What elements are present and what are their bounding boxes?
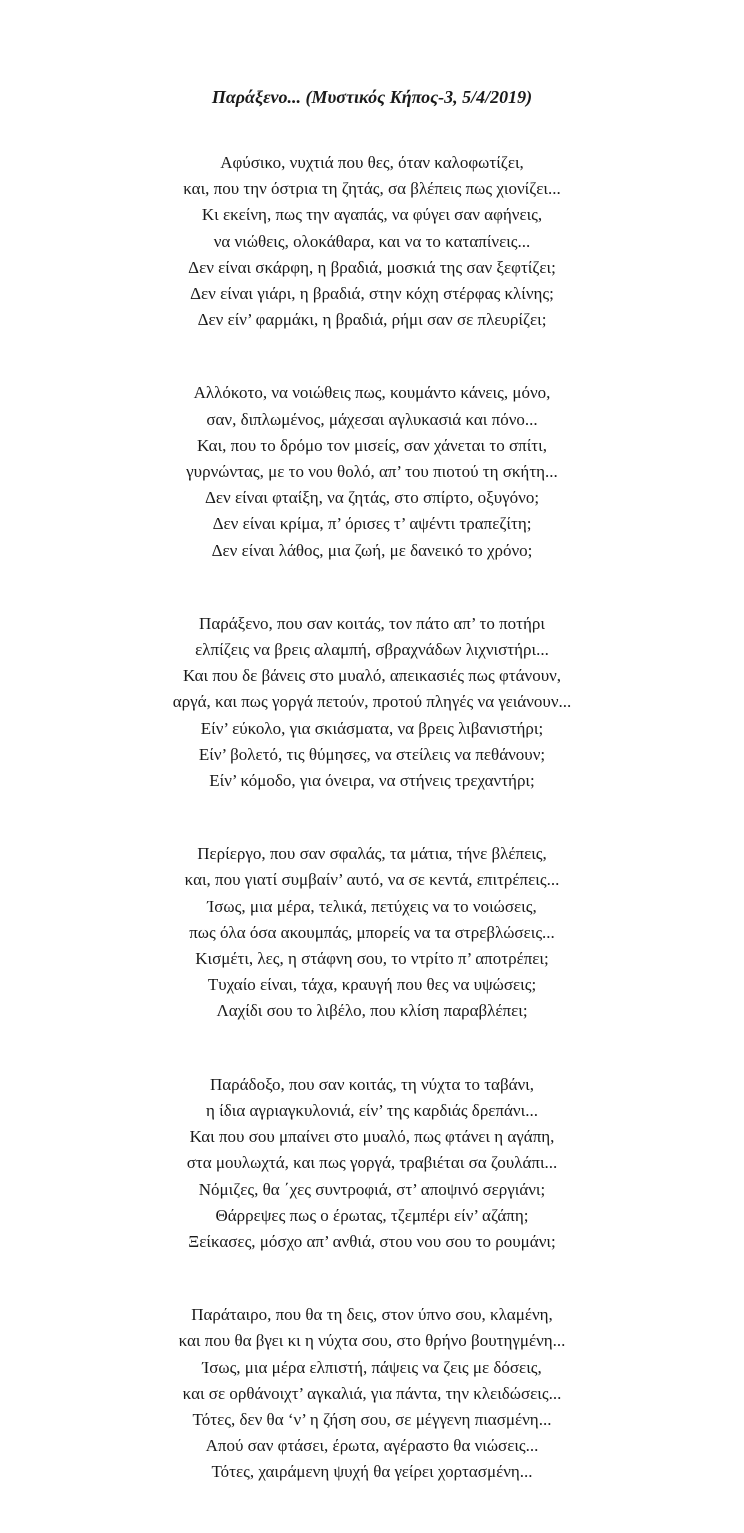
verse-line: Δεν είν’ φαρμάκι, η βραδιά, ρήμι σαν σε πλευρίζει;	[197, 310, 547, 330]
verse-line: Απού σαν φτάσει, έρωτα, αγέραστο θα νιώσεις...	[205, 1436, 539, 1456]
verse-line: Κισμέτι, λες, η στάφνη σου, το ντρίτο π’ αποτρέπει;	[195, 949, 549, 969]
poem-body	[0, 150, 744, 1533]
verse-line: Παράταιρο, που θα τη δεις, στον ύπνο σου, κλαμένη,	[191, 1305, 553, 1325]
verse-line: Τυχαίο είναι, τάχα, κραυγή που θες να υψώσεις;	[207, 975, 537, 995]
verse-line: Δεν είναι λάθος, μια ζωή, με δανεικό το χρόνο;	[211, 540, 533, 560]
verse-line: Δεν είναι σκάρφη, η βραδιά, μοσκιά της σαν ξεφτίζει;	[188, 257, 556, 277]
verse-line: Περίεργο, που σαν σφαλάς, τα μάτια, τήνε βλέπεις,	[197, 844, 547, 864]
verse-line: Αφύσικο, νυχτιά που θες, όταν καλοφωτίζει,	[220, 153, 524, 172]
verse-line: αργά, και πως γοργά πετούν, προτού πληγές να γειάνουν...	[172, 692, 572, 712]
verse-line: η ίδια αγριαγκυλονιά, είν’ της καρδιάς δρεπάνι...	[206, 1100, 538, 1120]
verse-line: Ίσως, μια μέρα, τελικά, πετύχεις να το νοιώσεις,	[207, 896, 537, 916]
verse-line: να νιώθεις, ολοκάθαρα, και να το καταπίνεις...	[213, 231, 531, 251]
verse-line: Και που σου μπαίνει στο μυαλό, πως φτάνει η αγάπη,	[189, 1127, 555, 1147]
verse-line: Παράδοξο, που σαν κοιτάς, τη νύχτα το ταβάνι,	[209, 1074, 535, 1094]
verse-line: Νόμιζες, θα ΄χες συντροφιά, στ’ αποψινό σεργιάνι;	[198, 1179, 546, 1199]
stanza-1	[0, 150, 744, 333]
verse-line: Παράξενο, που σαν κοιτάς, τον πάτο απ’ το ποτήρι	[199, 613, 545, 633]
verse-line: και, που την όστρια τη ζητάς, σα βλέπεις πως χιονίζει...	[183, 179, 561, 199]
verse-line: Τότες, χαιράμενη ψυχή θα γείρει χορτασμένη...	[211, 1462, 533, 1482]
verse-line: και που θα βγει κι η νύχτα σου, στο θρήνο βουτηγμένη...	[178, 1331, 566, 1351]
verse-line: Είν’ βολετό, τις θύμησες, να στείλεις να πεθάνουν;	[198, 744, 546, 764]
verse-line: πως όλα όσα ακουμπάς, μπορείς να τα στρεβλώσεις...	[189, 922, 555, 942]
verse-line: και, που γιατί συμβαίν’ αυτό, να σε κεντά, επιτρέπεις...	[184, 870, 560, 890]
verse-line: ελπίζεις να βρεις αλαμπή, σβραχνάδων λιχνιστήρι...	[195, 640, 549, 660]
stanza-4	[0, 841, 744, 1024]
poem-title: Παράξενο... (Μυστικός Κήπος-3, 5/4/2019)	[211, 87, 533, 107]
verse-line: Κι εκείνη, πως την αγαπάς, να φύγει σαν αφήνεις,	[201, 205, 543, 225]
verse-line: Δεν είναι γιάρι, η βραδιά, στην κόχη στέρφας κλίνης;	[190, 284, 554, 304]
verse-line: γυρνώντας, με το νου θολό, απ’ του πιοτού τη σκήτη...	[186, 462, 558, 482]
verse-line: Δεν είναι κρίμα, π’ όρισες τ’ αψέντι τραπεζίτη;	[212, 514, 532, 534]
verse-line: στα μουλωχτά, και πως γοργά, τραβιέται σα ζουλάπι...	[186, 1153, 558, 1173]
stanza-6	[0, 1302, 744, 1485]
stanza-2	[0, 380, 744, 563]
verse-line: Τότες, δεν θα ‘ν’ η ζήση σου, σε μέγγενη πιασμένη...	[192, 1409, 552, 1429]
verse-line: Είν’ κόμοδο, για όνειρα, να στήνεις τρεχαντήρι;	[209, 771, 535, 791]
verse-line: Ίσως, μια μέρα ελπιστή, πάψεις να ζεις με δόσεις,	[202, 1357, 542, 1377]
verse-line: Λαχίδι σου το λιβέλο, που κλίση παραβλέπει;	[216, 1001, 528, 1021]
verse-line: Αλλόκοτο, να νοιώθεις πως, κουμάντο κάνεις, μόνο,	[193, 383, 551, 403]
stanza-3	[0, 611, 744, 794]
verse-line: και σε ορθάνοιχτ’ αγκαλιά, για πάντα, την κλειδώσεις...	[182, 1383, 562, 1403]
verse-line: Και, που το δρόμο τον μισείς, σαν χάνεται το σπίτι,	[197, 435, 547, 455]
stanza-5	[0, 1072, 744, 1255]
verse-line: Και που δε βάνεις στο μυαλό, απεικασιές πως φτάνουν,	[182, 666, 562, 686]
verse-line: Δεν είναι φταίξη, να ζητάς, στο σπίρτο, οξυγόνο;	[204, 488, 540, 508]
verse-line: Θάρρεψες πως ο έρωτας, τζεμπέρι είν’ αζάπη;	[215, 1205, 529, 1225]
verse-line: Ξείκασες, μόσχο απ’ ανθιά, στου νου σου το ρουμάνι;	[188, 1231, 556, 1251]
verse-line: σαν, διπλωμένος, μάχεσαι αγλυκασιά και πόνο...	[206, 409, 538, 429]
verse-line: Είν’ εύκολο, για σκιάσματα, να βρεις λιβανιστήρι;	[200, 718, 544, 738]
